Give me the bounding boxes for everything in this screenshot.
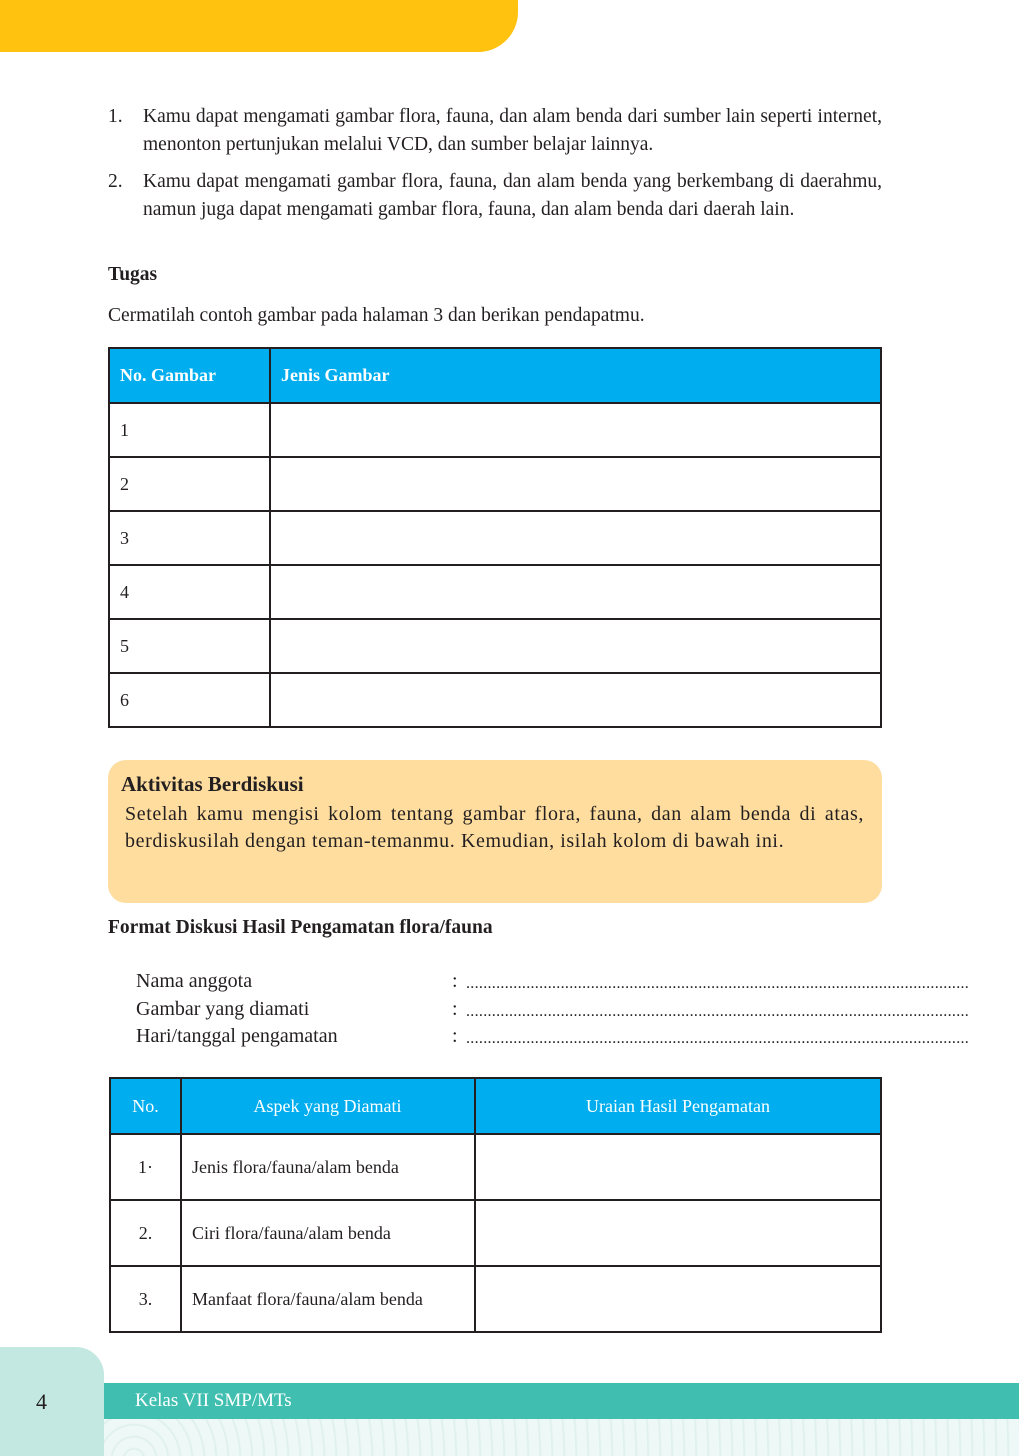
field-colon: : — [452, 970, 458, 992]
answer-cell[interactable] — [270, 403, 881, 457]
field-label: Nama anggota — [136, 970, 253, 992]
aspect-cell: Jenis flora/fauna/alam benda — [181, 1134, 475, 1200]
row-number: 1· — [110, 1134, 181, 1200]
table-row — [109, 457, 881, 511]
list-item-number: 2. — [108, 171, 123, 192]
observation-table — [109, 1077, 882, 1333]
aspect-cell: Ciri flora/fauna/alam benda — [181, 1200, 475, 1266]
row-number: 2 — [109, 457, 270, 511]
list-item — [108, 103, 882, 158]
instruction-list — [108, 103, 882, 233]
answer-cell[interactable] — [270, 673, 881, 727]
activity-box — [108, 760, 882, 903]
field-dotted-line: ..................................................................................................................... — [466, 1030, 970, 1047]
row-number: 1 — [109, 403, 270, 457]
table-row — [109, 673, 881, 727]
field-gambar-diamati[interactable] — [136, 997, 970, 1026]
result-cell[interactable] — [475, 1266, 881, 1332]
table-row — [110, 1200, 881, 1266]
table-row — [109, 619, 881, 673]
footer-pattern-decoration — [104, 1419, 1019, 1456]
tugas-instruction: Cermatilah contoh gambar pada halaman 3 dan berikan pendapatmu. — [108, 305, 645, 326]
table-header-row — [110, 1078, 881, 1134]
footer-page-tab — [0, 1347, 104, 1456]
field-nama-anggota[interactable] — [136, 970, 970, 998]
field-label: Hari/tanggal pengamatan — [136, 1025, 338, 1047]
field-dotted-line: ..................................................................................................................... — [466, 975, 970, 992]
answer-cell[interactable] — [270, 457, 881, 511]
list-item — [108, 168, 882, 223]
row-number: 2. — [110, 1200, 181, 1266]
column-header-jenis-gambar: Jenis Gambar — [270, 348, 881, 403]
header-tab-decoration — [0, 0, 518, 52]
answer-cell[interactable] — [270, 565, 881, 619]
answer-cell[interactable] — [270, 619, 881, 673]
field-hari-tanggal[interactable] — [136, 1025, 970, 1053]
format-heading: Format Diskusi Hasil Pengamatan flora/fauna — [108, 917, 493, 938]
row-number: 3. — [110, 1266, 181, 1332]
table-row — [110, 1266, 881, 1332]
list-item-text: Kamu dapat mengamati gambar flora, fauna, dan alam benda yang berkembang di daerahmu, namun juga dapat mengamati gambar flora, fauna, dan alam benda dari daerah lain. — [143, 171, 882, 220]
list-item-number: 1. — [108, 106, 123, 127]
column-header-no: No. — [110, 1078, 181, 1134]
result-cell[interactable] — [475, 1134, 881, 1200]
table-row — [110, 1134, 881, 1200]
discussion-fields — [136, 970, 970, 1053]
page-number: 4 — [36, 1389, 47, 1414]
field-colon: : — [452, 997, 458, 1020]
table-row — [109, 565, 881, 619]
result-cell[interactable] — [475, 1200, 881, 1266]
field-label: Gambar yang diamati — [136, 997, 310, 1020]
column-header-no-gambar: No. Gambar — [109, 348, 270, 403]
activity-heading: Aktivitas Berdiskusi — [121, 772, 304, 796]
aspect-cell: Manfaat flora/fauna/alam benda — [181, 1266, 475, 1332]
row-number: 5 — [109, 619, 270, 673]
list-item-text: Kamu dapat mengamati gambar flora, fauna, dan alam benda dari sumber lain seperti internet, menonton pertunjukan melalui VCD, dan sumber belajar lainnya. — [143, 106, 882, 155]
field-colon: : — [452, 1025, 458, 1047]
table-row — [109, 403, 881, 457]
column-header-aspek: Aspek yang Diamati — [181, 1078, 475, 1134]
field-dotted-line: ..................................................................................................................... — [466, 1002, 970, 1020]
row-number: 4 — [109, 565, 270, 619]
row-number: 6 — [109, 673, 270, 727]
table-row — [109, 511, 881, 565]
row-number: 3 — [109, 511, 270, 565]
answer-cell[interactable] — [270, 511, 881, 565]
column-header-uraian: Uraian Hasil Pengamatan — [475, 1078, 881, 1134]
activity-body: Setelah kamu mengisi kolom tentang gambar flora, fauna, dan alam benda di atas, berdiskusilah dengan teman-temanmu. Kemudian, isilah kolom di bawah ini. — [125, 803, 864, 852]
footer-book-title: Kelas VII SMP/MTs — [135, 1390, 292, 1411]
tugas-heading: Tugas — [108, 264, 158, 285]
picture-type-table — [108, 347, 882, 728]
table-header-row — [109, 348, 881, 403]
